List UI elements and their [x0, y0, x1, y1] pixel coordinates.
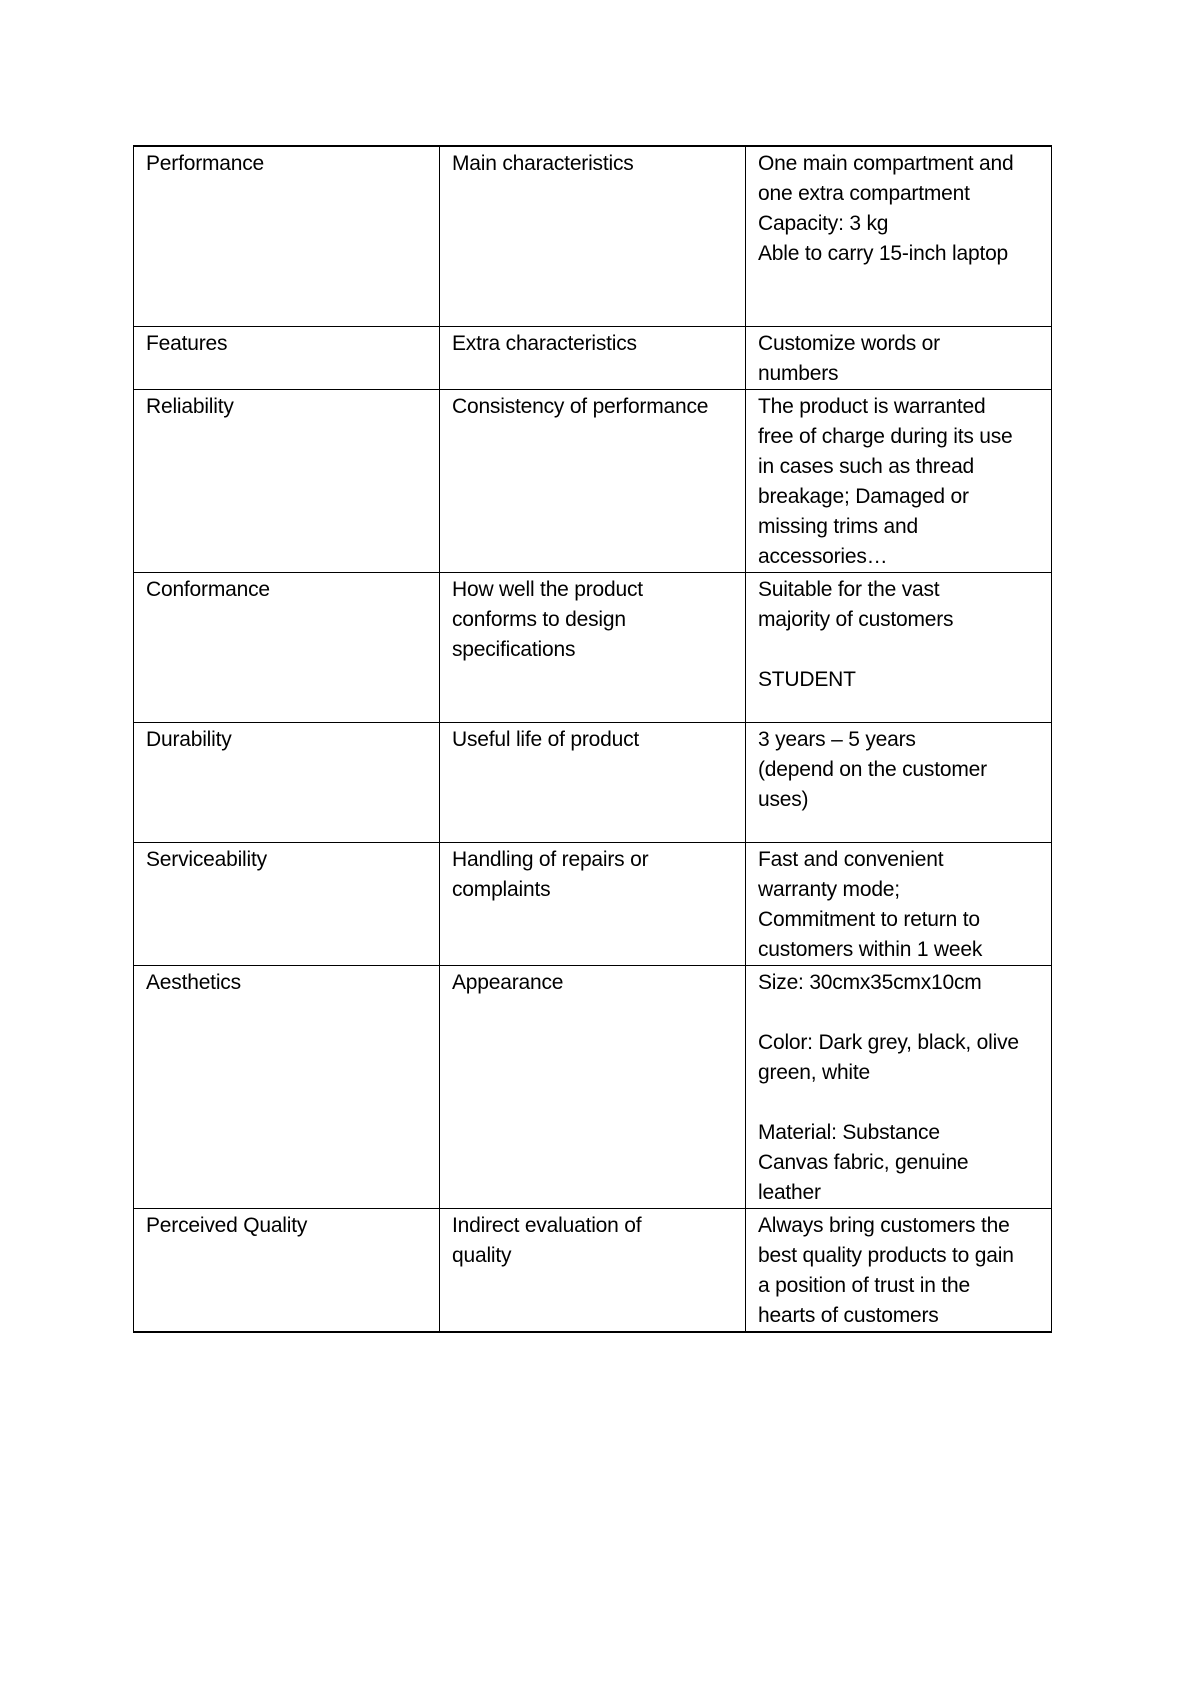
meaning-text: quality — [452, 1243, 512, 1267]
dimension-text: Serviceability — [146, 847, 267, 871]
table-row — [134, 842, 1052, 965]
detail-text: customers within 1 week — [758, 937, 983, 961]
detail-text: in cases such as thread — [758, 454, 975, 478]
detail-cell — [746, 965, 1052, 1208]
meaning-text: Extra characteristics — [452, 331, 637, 355]
detail-blank-line — [758, 1088, 1041, 1118]
dimension-cell — [134, 326, 440, 389]
meaning-text: Indirect evaluation of — [452, 1213, 642, 1237]
detail-text: Commitment to return to — [758, 907, 980, 931]
table-row — [134, 326, 1052, 389]
dimension-cell — [134, 1208, 440, 1332]
detail-cell — [746, 572, 1052, 722]
detail-text: accessories… — [758, 544, 888, 568]
table-row — [134, 572, 1052, 722]
detail-text: uses) — [758, 787, 809, 811]
detail-cell — [746, 326, 1052, 389]
detail-text: The product is warranted — [758, 394, 986, 418]
meaning-text: Handling of repairs or — [452, 847, 649, 871]
dimension-cell — [134, 146, 440, 326]
dimension-text: Performance — [146, 152, 265, 175]
meaning-text: Appearance — [452, 970, 564, 994]
detail-text: missing trims and — [758, 514, 918, 538]
meaning-text: Useful life of product — [452, 727, 640, 751]
meaning-cell — [440, 572, 746, 722]
detail-cell — [746, 389, 1052, 572]
detail-text: majority of customers — [758, 607, 954, 631]
detail-text: Canvas fabric, genuine — [758, 1150, 969, 1174]
meaning-text: complaints — [452, 877, 551, 901]
dimension-cell — [134, 722, 440, 842]
detail-text: Suitable for the vast — [758, 577, 940, 601]
dimension-text: Conformance — [146, 577, 270, 601]
detail-text: Material: Substance — [758, 1120, 940, 1144]
meaning-cell — [440, 842, 746, 965]
dimension-cell — [134, 389, 440, 572]
detail-text: one extra compartment — [758, 182, 970, 205]
table-row — [134, 146, 1052, 326]
meaning-text: conforms to design — [452, 607, 626, 631]
detail-text: Size: 30cmx35cmx10cm — [758, 970, 982, 994]
detail-cell — [746, 146, 1052, 326]
dimension-text: Aesthetics — [146, 970, 241, 994]
dimension-text: Durability — [146, 727, 232, 751]
dimension-text: Features — [146, 331, 228, 355]
dimension-cell — [134, 572, 440, 722]
table-row — [134, 1208, 1052, 1332]
detail-text: a position of trust in the — [758, 1273, 970, 1297]
dimension-cell — [134, 842, 440, 965]
meaning-text: Main characteristics — [452, 152, 634, 175]
detail-text: numbers — [758, 361, 839, 385]
detail-text: 3 years – 5 years — [758, 727, 916, 751]
detail-text: Color: Dark grey, black, olive — [758, 1030, 1019, 1054]
meaning-cell — [440, 965, 746, 1208]
detail-text: STUDENT — [758, 667, 856, 691]
detail-text: best quality products to gain — [758, 1243, 1014, 1267]
detail-text: leather — [758, 1180, 821, 1204]
table-row — [134, 722, 1052, 842]
detail-text: hearts of customers — [758, 1303, 939, 1327]
detail-blank-line — [758, 635, 1041, 665]
detail-cell — [746, 842, 1052, 965]
meaning-cell — [440, 1208, 746, 1332]
meaning-cell — [440, 326, 746, 389]
detail-text: Fast and convenient — [758, 847, 944, 871]
detail-text: warranty mode; — [758, 877, 900, 901]
detail-cell — [746, 722, 1052, 842]
dimension-cell — [134, 965, 440, 1208]
quality-dimensions-table — [133, 145, 1052, 1333]
meaning-text: Consistency of performance — [452, 394, 709, 418]
detail-blank-line — [758, 998, 1041, 1028]
detail-text: breakage; Damaged or — [758, 484, 969, 508]
detail-text: Able to carry 15-inch laptop — [758, 242, 1009, 265]
detail-text: (depend on the customer — [758, 757, 987, 781]
meaning-text: How well the product — [452, 577, 643, 601]
detail-text: Always bring customers the — [758, 1213, 1010, 1237]
detail-text: free of charge during its use — [758, 424, 1013, 448]
meaning-cell — [440, 146, 746, 326]
table-row — [134, 965, 1052, 1208]
table-row — [134, 389, 1052, 572]
detail-text: Customize words or — [758, 331, 940, 355]
meaning-text: specifications — [452, 637, 576, 661]
meaning-cell — [440, 389, 746, 572]
detail-text: green, white — [758, 1060, 871, 1084]
detail-text: Capacity: 3 kg — [758, 212, 889, 235]
detail-text: One main compartment and — [758, 152, 1014, 175]
detail-cell — [746, 1208, 1052, 1332]
meaning-cell — [440, 722, 746, 842]
dimension-text: Reliability — [146, 394, 234, 418]
dimension-text: Perceived Quality — [146, 1213, 308, 1237]
